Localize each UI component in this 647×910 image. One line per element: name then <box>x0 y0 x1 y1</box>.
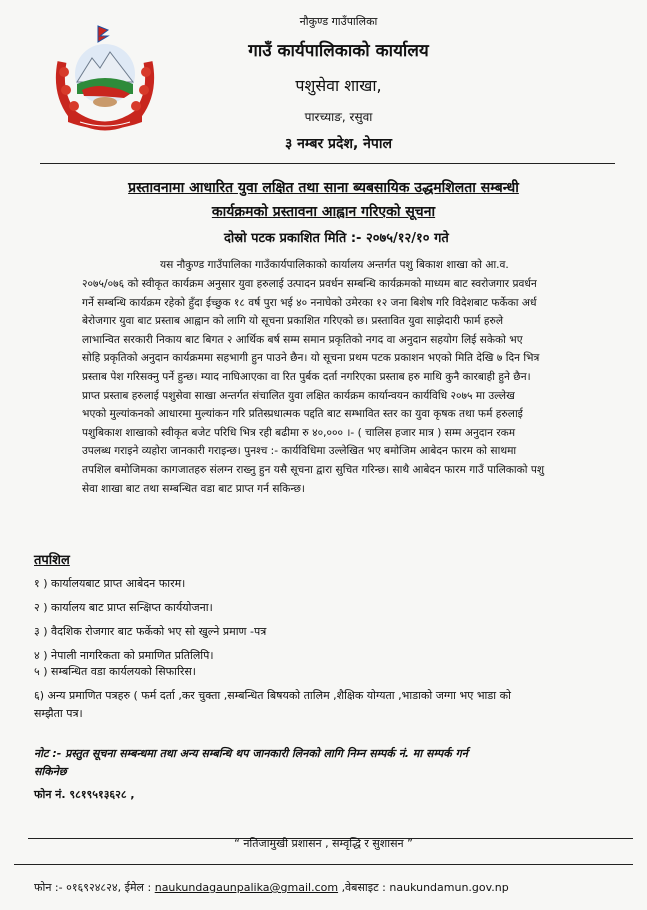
body-line: उपलब्ध गराइने व्यहोरा जानकारी गराइन्छ। पुनश्च :- कार्यविधिमा उल्लेखित भए बमोजिम आबेदन फारम को साथमा <box>82 445 517 458</box>
location: पारच्याङ, रसुवा <box>304 110 373 124</box>
note-line2: सकिनेछ <box>34 765 67 778</box>
annex-item: ५ ) सम्बन्धित वडा कार्यलयको सिफारिस। <box>34 665 196 678</box>
footer-phone: फोन :- ०१६९२४८२४, ईमेल : <box>34 881 152 894</box>
branch-name: पशुसेवा शाखा, <box>295 76 382 95</box>
notice-title-line2: कार्यक्रमको प्रस्तावना आह्वान गरिएको सूचना <box>211 204 436 220</box>
body-line: यस नौकुण्ड गाउँपालिका गाउँकार्यपालिकाको कार्यालय अन्तर्गत पशु बिकाश शाखा को आ.व. <box>160 259 509 271</box>
contact-phone: फोन नं. ९८१९५१३६२८ , <box>34 788 135 801</box>
notice-body-rest <box>82 275 619 498</box>
body-line: प्राप्त प्रस्ताब हरुलाई पशुसेवा साखा अन्तर्गत संचालित युवा लक्षित कार्यक्रम कार्यान्वयन कार्यविधि २०७५ मा उल्लेख <box>82 389 515 402</box>
annex-item: ४ ) नेपाली नागरिकता को प्रमाणित प्रतिलिपि। <box>34 649 214 662</box>
body-line: पशुबिकाश शाखाको स्वीकृत बजेट परिधि भित्र रही बढीमा रु ४०,००० ।- ( चालिस हजार मात्र ) सम्म अनुदान रकम <box>82 426 516 439</box>
body-line: २०७५/०७६ को स्वीकृत कार्यक्रम अनुसार युवा हरुलाई उत्पादन प्रवर्धन सम्बन्धि कार्यक्रमको माध्यम बाट स्वरोजगार प्रवर्धन <box>82 278 537 290</box>
body-line: सोहि प्रकृतिको अनुदान कार्यक्रममा सहभागी हुन पाउने छैन। यो सूचना प्रथम पटक प्रकाशन भएको मिति देखि ७ दिन भित्र <box>82 352 540 365</box>
annex-item-cont: सम्झैता पत्र। <box>34 707 83 720</box>
footer-contact <box>34 880 509 895</box>
annex-item: २ ) कार्यालय बाट प्राप्त सन्क्षिप्त कार्ययोजना। <box>34 601 213 614</box>
notice-title-line1: प्रस्तावनामा आधारित युवा लक्षित तथा साना ब्यबसायिक उद्धमशिलता सम्बन्धी <box>128 180 519 196</box>
body-line: लाभान्वित सरकारी निकाय बाट बिगत २ आर्थिक बर्ष सम्म समान प्रकृतिको नगद वा अनुदान सहयोग लिई सकेको भए <box>82 333 523 346</box>
body-line: बेरोजगार युवा बाट प्रस्ताब आह्वान को लागि यो सूचना प्रकाशित गरिएको छ। प्रस्तावित युवा साझेदारी फार्म हरुले <box>82 315 504 328</box>
office-title: गाउँ कार्यपालिकाको कार्यालय <box>248 41 429 61</box>
province: ३ नम्बर प्रदेश, नेपाल <box>284 136 393 152</box>
annex-item: ३ ) वैदशिक रोजगार बाट फर्केको भए सो खुल्ने प्रमाण -पत्र <box>34 625 267 638</box>
annex-item: १ ) कार्यालयबाट प्राप्त आबेदन फारम। <box>34 577 186 590</box>
note-line1: नोट :- प्रस्तुत सूचना सम्बन्धमा तथा अन्य सम्बन्धि थप जानकारी लिनको लागि निम्न सम्पर्क नं. मा सम्पर्क गर्न <box>34 747 468 760</box>
body-line: सेवा शाखा बाट तथा सम्बन्धित वडा बाट प्राप्त गर्न सकिन्छ। <box>82 482 305 495</box>
body-line: गर्ने सम्बन्धि कार्यक्रम रहेको हुँदा ईच्छुक १८ वर्ष पुरा भई ४० ननाघेको उमेरका १२ जना बिशेष गरि विदेशबाट फर्केका अर्ध <box>82 296 537 309</box>
footer-rule-bottom <box>14 864 633 865</box>
header-rule <box>40 163 615 164</box>
motto: “ नतिजामुखी प्रशासन , सम्वृद्धि र सुशासन ” <box>234 837 413 850</box>
annex-item: ६) अन्य प्रमाणित पत्रहरु ( फर्म दर्ता ,कर चुक्ता ,सम्बन्धित बिषयको तालिम ,शैक्षिक योग्यता ,भाडाको जग्गा भए भाडा को <box>34 689 511 702</box>
body-line: तपशिल बमोजिमका कागजातहरु संलग्न राख्नु हुन यसै सूचना द्वारा सुचित गरिन्छ। साथै आबेदन फारम गाउँ पालिकाको पशु <box>82 463 545 476</box>
republish-date: दोस्रो पटक प्रकाशित मिति :- २०७५/१२/१० गते <box>224 231 449 246</box>
footer-email-link[interactable]: naukundagaunpalika@gmail.com <box>154 881 339 894</box>
body-line: भएको मुल्यांकनको आधारमा मुल्यांकन गरि प्रतिस्प्रधात्मक पद्दति बाट सम्भावित स्तर का युवा कृषक तथा फर्म हरुलाई <box>82 408 523 421</box>
annex-heading: तपशिल <box>34 553 70 568</box>
municipality-name: नौकुण्ड गाउँपालिका <box>299 15 378 28</box>
notice-body <box>80 256 619 275</box>
body-line: प्रस्ताब पेश गरिसक्नु पर्ने हुन्छ। म्याद नाघिआएका वा रित पुर्बक दर्ता नगरिएका प्रस्ताब हरु माथि कुनै कारबाही हुने छैन। <box>82 370 531 383</box>
footer-website: ,वेबसाइट : naukundamun.gov.np <box>341 881 509 894</box>
